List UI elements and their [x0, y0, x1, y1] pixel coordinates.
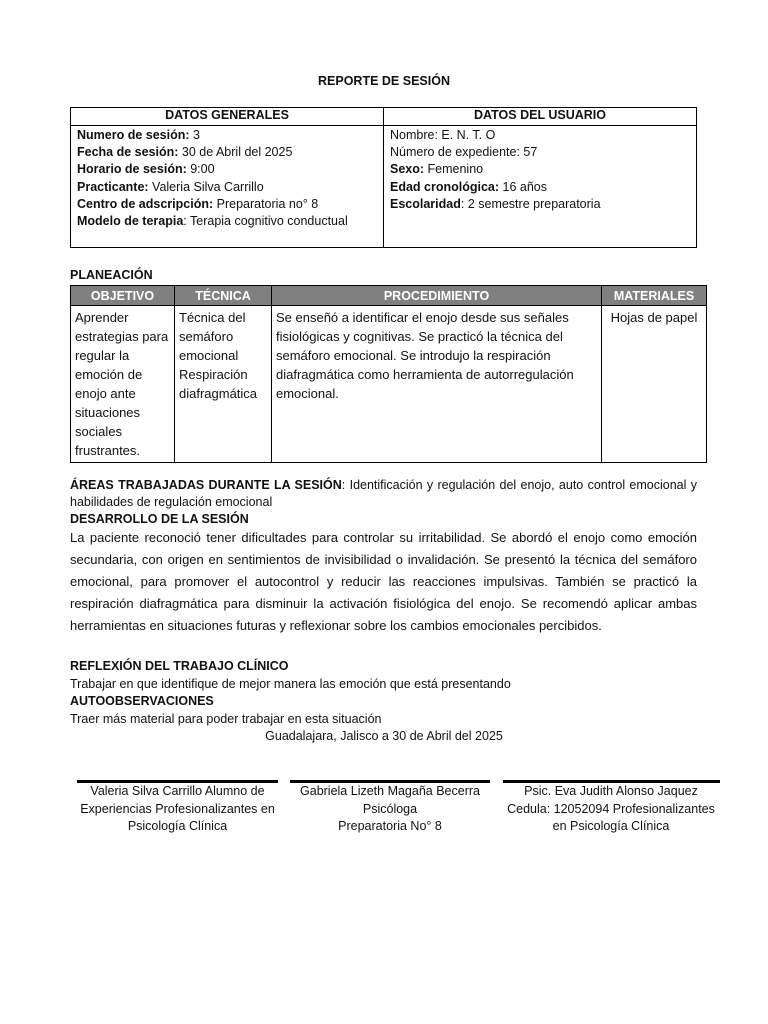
areas-trabajadas [70, 477, 697, 511]
modelo-terapia: Modelo de terapia: Terapia cognitivo conductual [77, 214, 348, 229]
materiales-header: MATERIALES [602, 286, 707, 306]
signature-3-line: en Psicología Clínica [552, 819, 670, 833]
procedimiento-cell: Se enseñó a identificar el enojo desde sus señales fisiológicas y cognitivas. Se practicó la técnica del semáforo emocional. Se introdujo la respiración diafragmática como herramienta de autorregulación emocional. [272, 306, 602, 463]
areas-text: : Identificación y regulación del enojo, auto control emocional y habilidades de regulación emocional [70, 478, 698, 509]
signature-block-2 [283, 783, 497, 836]
edad-cronologica: Edad cronológica: 16 años [390, 179, 548, 194]
planeacion-table [70, 285, 707, 463]
numero-sesion: Numero de sesión: 3 [77, 128, 200, 142]
escolaridad: Escolaridad: 2 semestre preparatoria [390, 196, 601, 211]
nombre: Nombre: E. N. T. O [390, 128, 496, 142]
datos-generales-header: DATOS GENERALES [71, 108, 384, 126]
datos-usuario-cell [384, 126, 697, 248]
reflexion-label: REFLEXIÓN DEL TRABAJO CLÍNICO [70, 659, 289, 673]
practicante: Practicante: Valeria Silva Carrillo [77, 179, 264, 194]
horario-sesion: Horario de sesión: 9:00 [77, 162, 215, 177]
centro-adscripcion: Centro de adscripción: Preparatoria no° 8 [77, 196, 319, 211]
fecha-sesion: Fecha de sesión: 30 de Abril del 2025 [77, 145, 293, 160]
objetivo-cell: Aprender estrategias para regular la emoción de enojo ante situaciones sociales frustrantes. [71, 306, 175, 463]
signature-2-line: Preparatoria No° 8 [338, 819, 442, 833]
procedimiento-header: PROCEDIMIENTO [272, 286, 602, 306]
tecnica-cell: Técnica del semáforo emocional Respiración diafragmática [175, 306, 272, 463]
signature-1-line: Psicología Clínica [127, 819, 228, 833]
signature-block-1 [70, 783, 285, 836]
materiales-cell: Hojas de papel [602, 306, 707, 463]
planeacion-label: PLANEACIÓN [70, 268, 153, 282]
desarrollo-text: La paciente reconoció tener dificultades para controlar su irritabilidad. Se abordó el enojo como emoción secundaria, con origen en sentimientos de invisibilidad o invalidación. Se presentó la técnica del semáforo emocional, para promover el autocontrol y reducir las reacciones impulsivas. También se practicó la respiración diafragmática para disminuir la activación fisiológica del enojo. Se recomendó aplicar ambas herramientas en situaciones futuras y reflexionar sobre los cambios emocionales percibidos. [70, 530, 697, 633]
datos-table [70, 107, 697, 248]
lugar-fecha: Guadalajara, Jalisco a 30 de Abril del 2025 [265, 729, 503, 743]
signature-block-3 [500, 783, 722, 836]
datos-generales-cell [71, 126, 384, 248]
sexo: Sexo: Femenino [390, 162, 484, 177]
reflexion-text: Trabajar en que identifique de mejor manera las emoción que está presentando [70, 677, 511, 691]
tecnica-header: TÉCNICA [175, 286, 272, 306]
signature-3-line: Cedula: 12052094 Profesionalizantes [507, 801, 715, 816]
signature-1-line: Valeria Silva Carrillo Alumno de [90, 784, 265, 798]
areas-label: ÁREAS TRABAJADAS DURANTE LA SESIÓN [70, 478, 342, 492]
signature-1-line: Experiencias Profesionalizantes en [80, 801, 275, 816]
report-title: REPORTE DE SESIÓN [318, 74, 450, 88]
autoobservaciones-label: AUTOOBSERVACIONES [70, 694, 214, 708]
numero-expediente: Número de expediente: 57 [390, 145, 538, 160]
desarrollo-label: DESARROLLO DE LA SESIÓN [70, 512, 249, 526]
datos-usuario-header: DATOS DEL USUARIO [384, 108, 697, 126]
objetivo-header: OBJETIVO [71, 286, 175, 306]
signature-3-line: Psic. Eva Judith Alonso Jaquez [524, 784, 698, 798]
signature-2-line: Psicóloga [362, 801, 418, 816]
autoobservaciones-text: Traer más material para poder trabajar en esta situación [70, 712, 382, 726]
signature-2-line: Gabriela Lizeth Magaña Becerra [300, 784, 480, 798]
